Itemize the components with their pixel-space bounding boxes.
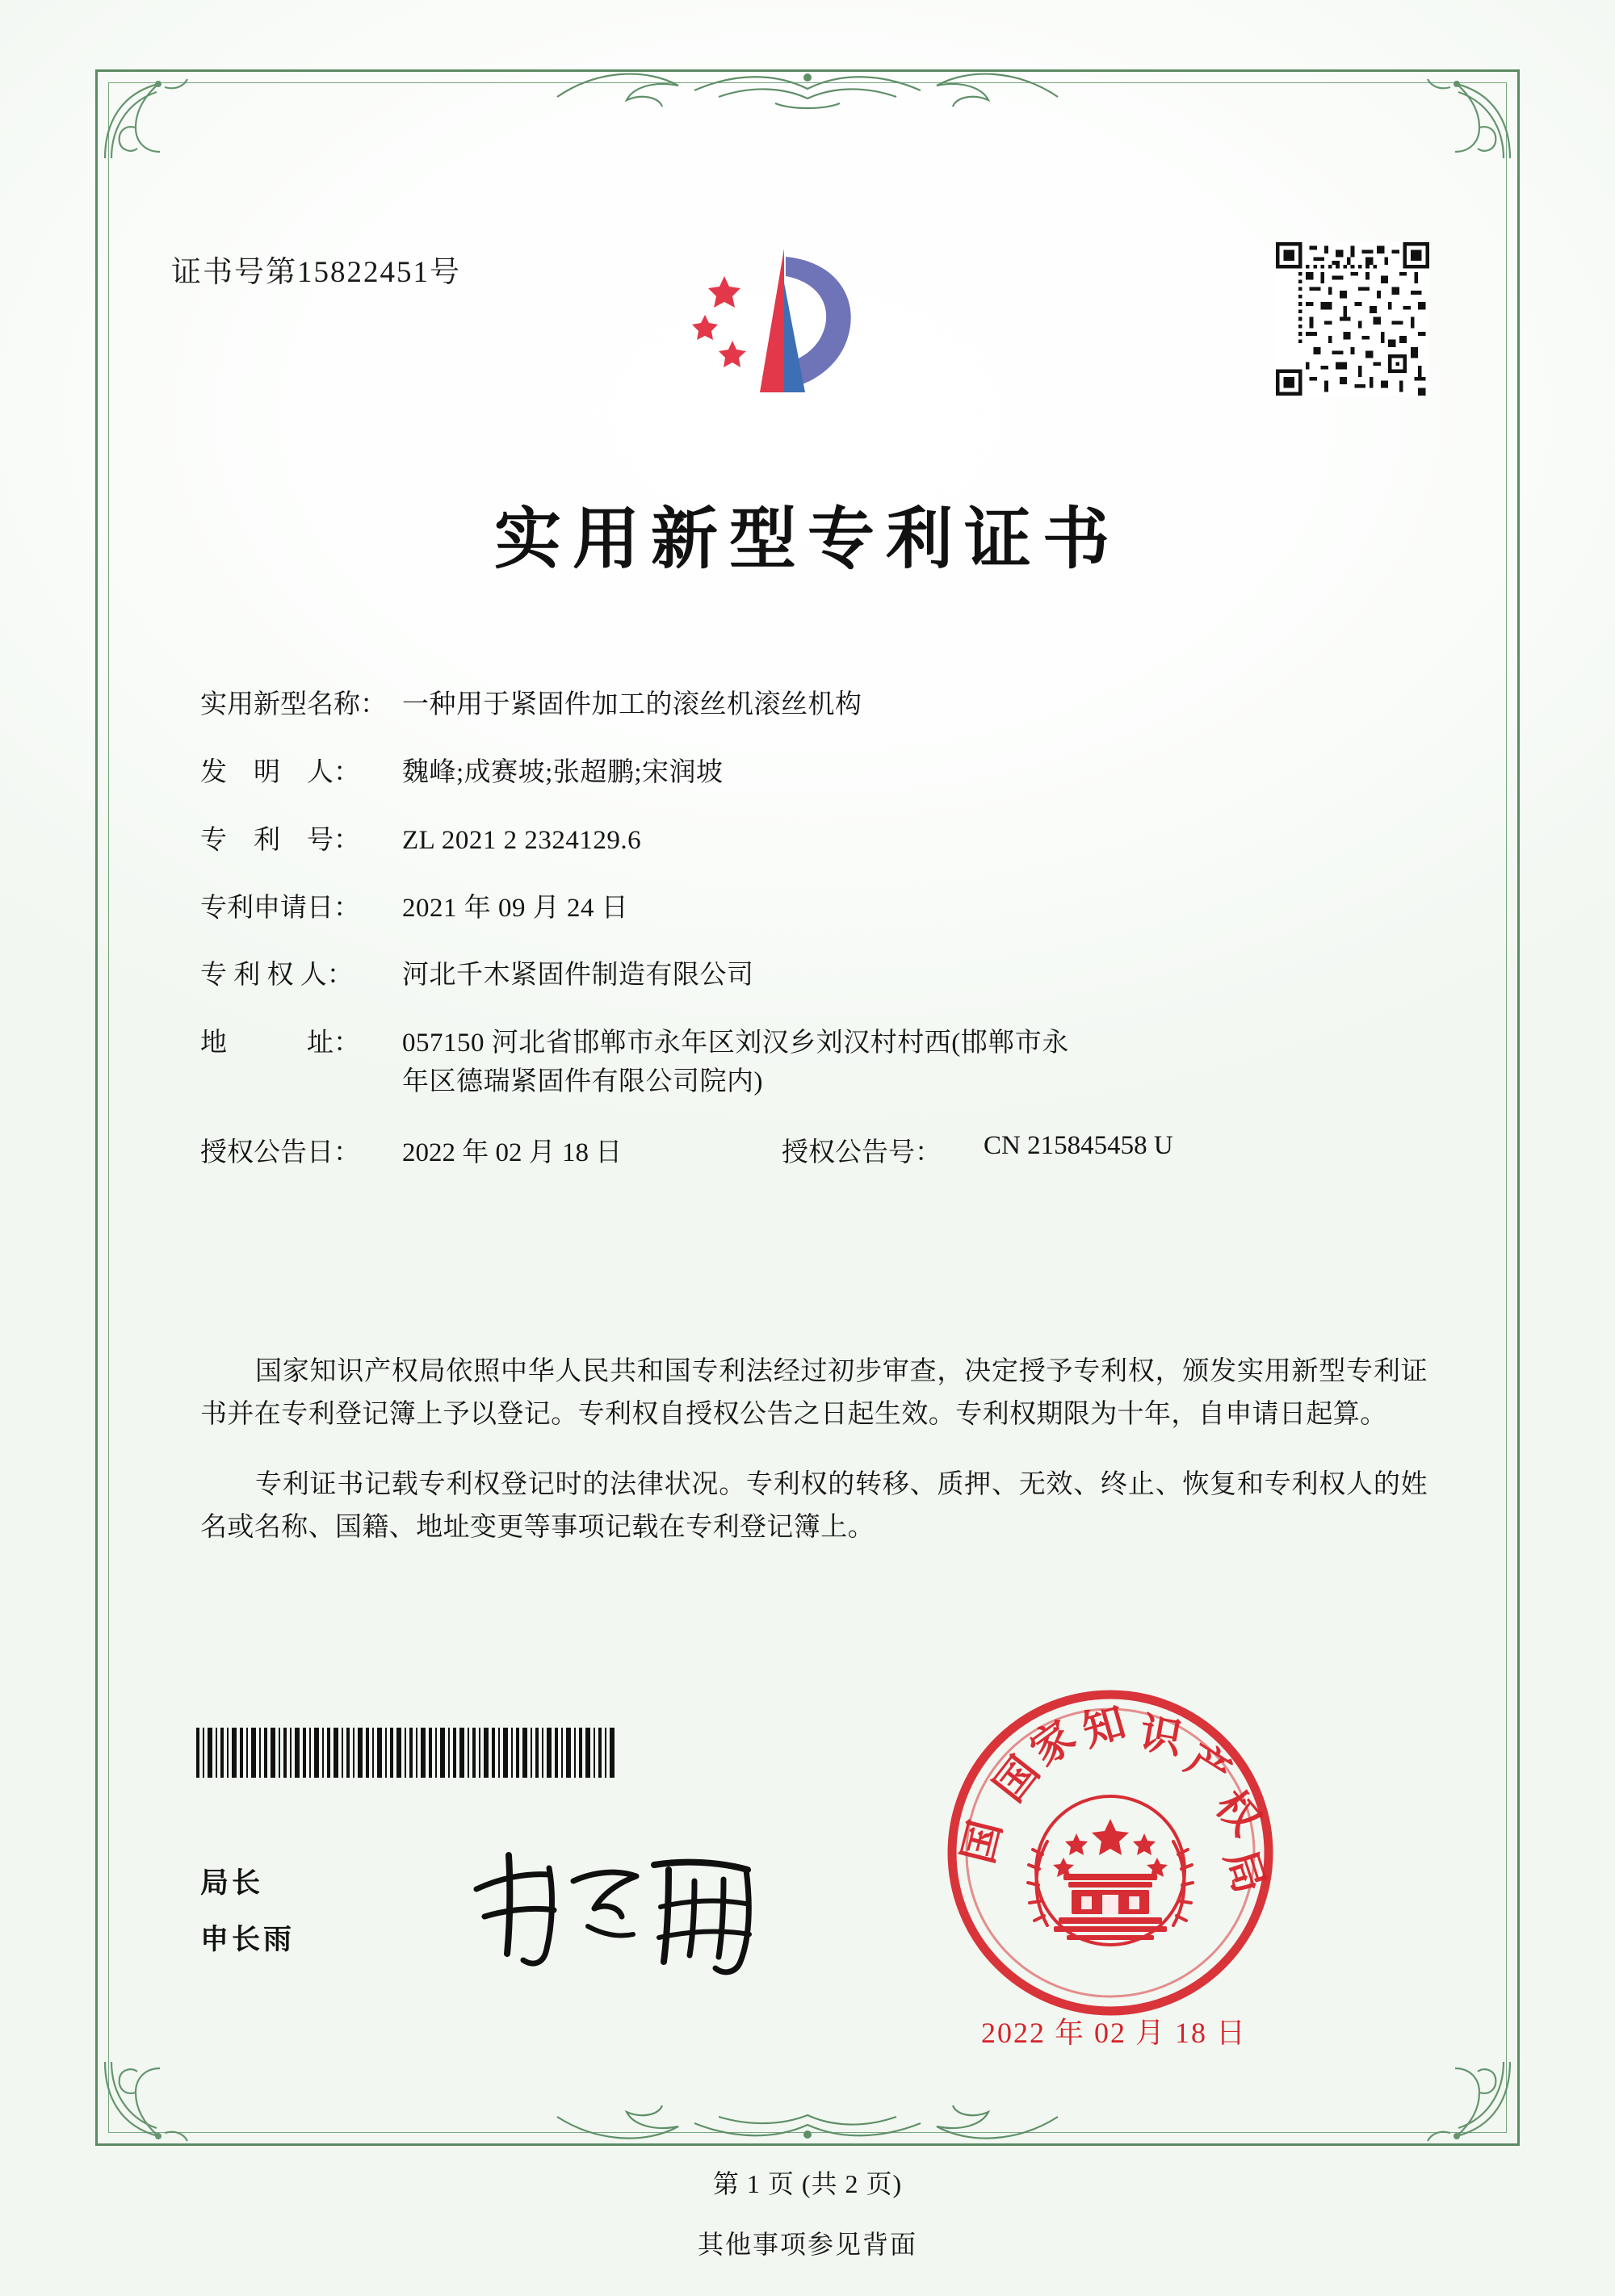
director-title-label: 局长 xyxy=(200,1867,264,1899)
field-value-inventors: 魏峰;成赛坡;张超鹏;宋润坡 xyxy=(402,757,724,787)
address-line-1: 057150 河北省邯郸市永年区刘汉乡刘汉村村西(邯郸市永 xyxy=(402,1029,1069,1058)
svg-text:国: 国 xyxy=(986,1749,1049,1811)
page-number-footer: 第 1 页 (共 2 页) xyxy=(712,2169,903,2198)
field-row-address xyxy=(200,1024,1428,1102)
corner-ornament-bottom-left xyxy=(100,2057,197,2146)
top-center-ornament xyxy=(533,61,1082,126)
handwritten-signature-icon xyxy=(452,1833,791,1978)
corner-ornament-bottom-right xyxy=(1418,2057,1515,2146)
field-label-address: 地 址： xyxy=(200,1029,360,1058)
official-red-seal-icon xyxy=(941,1683,1280,2022)
svg-text:产: 产 xyxy=(1177,1736,1238,1798)
address-line-2: 年区德瑞紧固件有限公司院内) xyxy=(402,1067,763,1097)
field-value-application-date: 2021 年 09 月 24 日 xyxy=(402,893,629,923)
field-row-grant xyxy=(200,1131,1428,1169)
svg-text:家: 家 xyxy=(1022,1713,1084,1775)
field-value-grant-number: CN 215845458 U xyxy=(984,1130,1173,1160)
field-label-inventors: 发 明 人： xyxy=(200,757,360,787)
paragraph-grant-statement: 国家知识产权局依照中华人民共和国专利法经过初步审查，决定授予专利权，颁发实用新型专利证书并在专利登记簿上予以登记。专利权自授权公告之日起生效。专利权期限为十年，自申请日起算。 xyxy=(200,1357,1428,1430)
seal-date: 2022 年 02 月 18 日 xyxy=(981,2017,1248,2049)
svg-text:权: 权 xyxy=(1206,1783,1269,1845)
qr-code-icon xyxy=(1276,242,1429,396)
field-label-grant-number: 授权公告号： xyxy=(782,1138,942,1167)
field-label-invention-name: 实用新型名称： xyxy=(200,690,387,719)
director-name-label: 申长雨 xyxy=(200,1924,296,1955)
field-row-application-date xyxy=(200,890,1428,928)
field-value-patentee: 河北千木紧固件制造有限公司 xyxy=(402,961,754,991)
page-title: 实用新型专利证书 xyxy=(494,502,1121,576)
field-value-address xyxy=(402,1024,1428,1102)
certificate-number: 证书号第15822451号 xyxy=(171,256,461,289)
svg-text:识: 识 xyxy=(1135,1710,1186,1763)
field-label-patentee: 专 利 权 人： xyxy=(200,961,354,991)
field-label-grant-date: 授权公告日： xyxy=(200,1138,360,1167)
field-row-invention-name xyxy=(200,686,1428,725)
field-value-invention-name: 一种用于紧固件加工的滚丝机滚丝机构 xyxy=(402,690,862,719)
certificate-fields xyxy=(200,686,1428,1198)
back-side-note: 其他事项参见背面 xyxy=(697,2230,917,2259)
legal-paragraphs xyxy=(200,1324,1428,1561)
barcode-icon xyxy=(196,1728,616,1778)
field-value-patent-number: ZL 2021 2 2324129.6 xyxy=(402,825,642,855)
field-row-patentee xyxy=(200,957,1428,995)
corner-ornament-top-right xyxy=(1418,74,1515,163)
field-label-application-date: 专利申请日： xyxy=(200,893,360,923)
corner-ornament-top-left xyxy=(100,74,197,163)
svg-text:知: 知 xyxy=(1077,1699,1131,1756)
field-row-patent-number xyxy=(200,822,1428,861)
field-value-grant-date: 2022 年 02 月 18 日 xyxy=(402,1138,623,1167)
field-label-patent-number: 专 利 号： xyxy=(200,825,360,855)
svg-text:国: 国 xyxy=(955,1816,1011,1868)
cnipa-logo-icon xyxy=(682,234,892,412)
svg-text:局: 局 xyxy=(1215,1845,1273,1900)
paragraph-registry-statement: 专利证书记载专利权登记时的法律状况。专利权的转移、质押、无效、终止、恢复和专利权人的姓名或名称、国籍、地址变更等事项记载在专利登记簿上。 xyxy=(200,1469,1428,1543)
field-row-inventors xyxy=(200,754,1428,793)
bottom-center-ornament xyxy=(533,2091,1082,2149)
